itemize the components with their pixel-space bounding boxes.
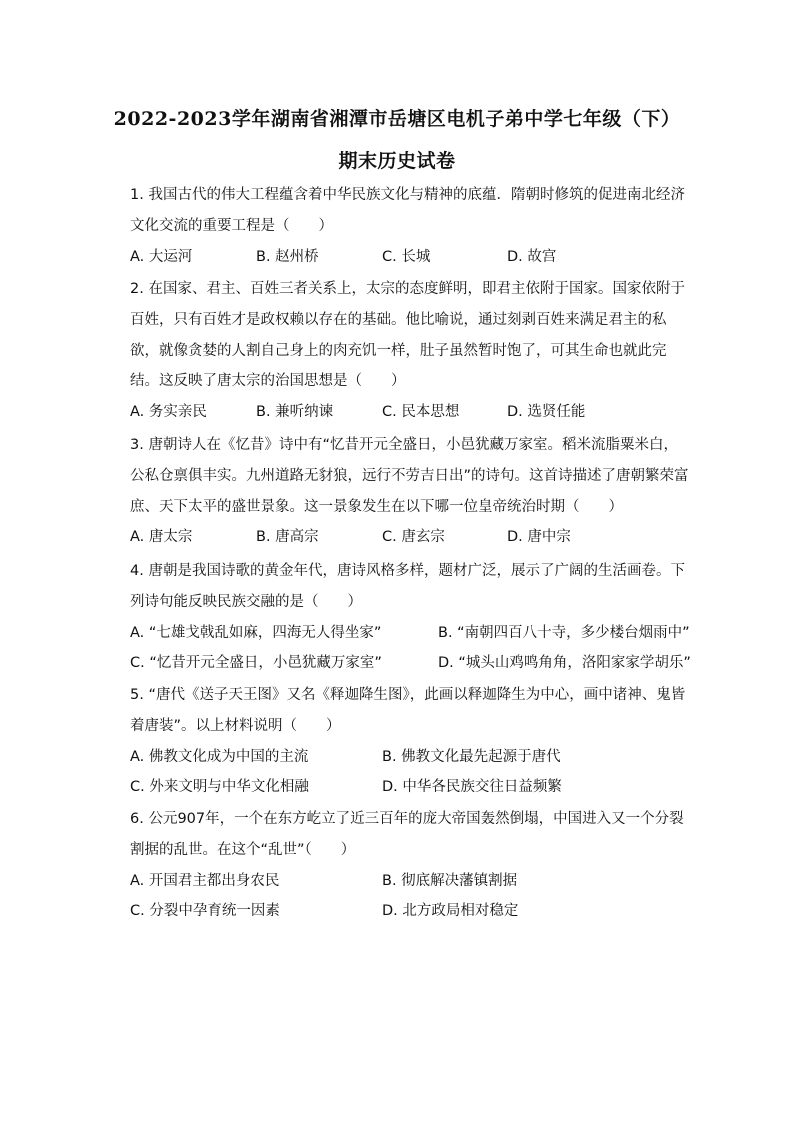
question-4 bbox=[130, 556, 690, 679]
options-row bbox=[130, 866, 690, 897]
options-row bbox=[130, 648, 690, 679]
option-b: B. 赵州桥 bbox=[256, 248, 319, 265]
option-a: A. 大运河 bbox=[130, 248, 193, 265]
option-c: C. 唐玄宗 bbox=[382, 529, 445, 546]
question-stem: 2. 在国家、君主、百姓三者关系上，太宗的态度鲜明，即君主依附于国家。国家依附于百姓，只有百姓才是政权赖以存在的基础。他比喻说，通过刻剥百姓来满足君主的私欲，就像贪婪的人割自己身上的肉充饥一样，肚子虽然暂时饱了，可其生命也就此完结。这反映了唐太宗的治国思想是（ ） bbox=[130, 281, 685, 390]
options-row bbox=[130, 242, 690, 273]
option-a: A. 唐太宗 bbox=[130, 529, 193, 546]
option-b: B. 兼听纳谏 bbox=[256, 404, 334, 421]
option-a: A. 务实亲民 bbox=[130, 404, 207, 421]
question-3 bbox=[130, 430, 690, 553]
options-row bbox=[130, 742, 690, 773]
option-c: C. 民本思想 bbox=[382, 404, 460, 421]
option-c: C. 分裂中孕育统一因素 bbox=[130, 903, 280, 920]
option-a: A. 开国君主都出身农民 bbox=[130, 872, 280, 889]
question-stem: 5. “唐代《送子天王图》又名《释迦降生图》，此画以释迦降生为中心，画中诸神、鬼皆着唐装”。以上材料说明（ ） bbox=[130, 687, 686, 734]
question-1 bbox=[130, 180, 690, 272]
question-6 bbox=[130, 804, 690, 927]
option-d: D. 故宫 bbox=[507, 248, 557, 265]
options-row bbox=[130, 618, 690, 649]
option-b: B. 佛教文化最先起源于唐代 bbox=[382, 748, 561, 765]
options-row bbox=[130, 522, 690, 553]
option-c: C. 长城 bbox=[382, 248, 431, 265]
question-stem: 4. 唐朝是我国诗歌的黄金年代，唐诗风格多样，题材广泛，展示了广阔的生活画卷。下列诗句能反映民族交融的是（ ） bbox=[130, 563, 685, 610]
option-d: D. 中华各民族交往日益频繁 bbox=[382, 779, 562, 796]
question-stem: 1. 我国古代的伟大工程蕴含着中华民族文化与精神的底蕴．隋朝时修筑的促进南北经济文化交流的重要工程是（ ） bbox=[130, 187, 685, 234]
options-row bbox=[130, 896, 690, 927]
options-row bbox=[130, 772, 690, 803]
option-b: B. “南朝四百八十寺，多少楼台烟雨中” bbox=[438, 624, 690, 641]
option-d: D. 北方政局相对稳定 bbox=[382, 903, 519, 920]
exam-title-line2: 期末历史试卷 bbox=[338, 150, 456, 172]
option-c: C. 外来文明与中华文化相融 bbox=[130, 779, 309, 796]
question-stem: 3. 唐朝诗人在《忆昔》诗中有“忆昔开元全盛日，小邑犹藏万家室。稻米流脂粟米白，公私仓禀俱丰实。九州道路无豺狼，远行不劳吉日出”的诗句。这首诗描述了唐朝繁荣富庶、天下太平的盛世景象。这一景象发生在以下哪一位皇帝统治时期（ ） bbox=[130, 437, 689, 515]
option-b: B. 彻底解决藩镇割据 bbox=[382, 872, 518, 889]
question-5 bbox=[130, 680, 690, 803]
option-a: A. 佛教文化成为中国的主流 bbox=[130, 748, 309, 765]
options-row bbox=[130, 397, 690, 428]
exam-title-line1: 2022-2023学年湖南省湘潭市岳塘区电机子弟中学七年级（下） bbox=[113, 108, 681, 130]
option-a: A. “七雄戈戟乱如麻，四海无人得坐家” bbox=[130, 624, 382, 641]
option-d: D. “城头山鸡鸣角角，洛阳家家学胡乐” bbox=[438, 655, 691, 672]
option-c: C. “忆昔开元全盛日，小邑犹藏万家室” bbox=[130, 655, 382, 672]
option-d: D. 唐中宗 bbox=[507, 529, 571, 546]
option-d: D. 选贤任能 bbox=[507, 404, 586, 421]
question-stem: 6. 公元907年，一个在东方屹立了近三百年的庞大帝国轰然倒塌，中国进入又一个分裂割据的乱世。在这个“乱世”（ ） bbox=[130, 811, 684, 858]
option-b: B. 唐高宗 bbox=[256, 529, 319, 546]
question-2 bbox=[130, 274, 690, 428]
